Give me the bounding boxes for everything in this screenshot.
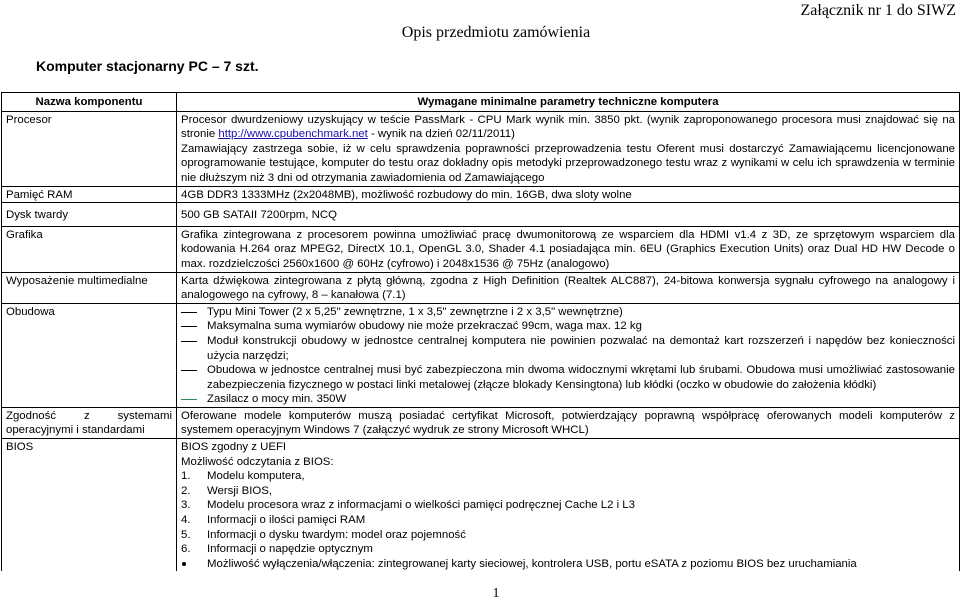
table-row-case: [2, 303, 960, 407]
table-row-multimedia: [2, 272, 960, 303]
spec-table: [1, 92, 960, 571]
list-number: 4.: [181, 514, 191, 527]
table-header-row: [2, 93, 960, 112]
list-item: [181, 542, 955, 557]
compat-label-line2: operacyjnymi i standardami: [6, 424, 145, 437]
bullet-icon: [182, 562, 186, 566]
column-header-parameters: Wymagane minimalne parametry techniczne komputera: [177, 93, 960, 112]
list-number: 5.: [181, 528, 191, 541]
list-item: [181, 528, 955, 543]
list-item-text: Możliwość wyłączenia/włączenia: zintegrowanej karty sieciowej, kontrolera USB, portu eSATA z poziomu BIOS bez uruchamiania: [207, 557, 857, 570]
bios-features-list: [181, 469, 955, 571]
row-label-bios: BIOS: [2, 439, 177, 572]
column-header-component: Nazwa komponentu: [2, 93, 177, 112]
list-item: [181, 469, 955, 484]
dash-icon: [181, 312, 197, 313]
document-subtitle: Komputer stacjonarny PC – 7 szt.: [36, 58, 259, 74]
row-label-disk: Dysk twardy: [2, 203, 177, 227]
row-label-graphics: Grafika: [2, 226, 177, 272]
list-item-text: Wersji BIOS,: [207, 484, 272, 497]
compat-label-line1: Zgodność z systemami: [6, 409, 172, 422]
list-item: [181, 392, 955, 407]
list-item-text: Informacji o napędzie optycznym: [207, 543, 373, 556]
table-row-graphics: [2, 226, 960, 272]
processor-requirement: [181, 113, 955, 142]
list-item-text: Modelu procesora wraz z informacjami o wielkości pamięci podręcznej Cache L2 i L3: [207, 499, 635, 512]
dash-icon: [181, 341, 197, 342]
row-value-bios: [177, 439, 960, 572]
list-item-text: Typu Mini Tower (2 x 5,25" zewnętrzne, 1 x 3,5" zewnętrzne i 2 x 3,5" wewnętrzne): [207, 305, 623, 318]
row-value-multimedia: Karta dźwiękowa zintegrowana z płytą główną, zgodna z High Definition (Realtek ALC887), 24-bitowa konwersja sygnału cyfrowego na analogowy i analogowego na cyfrowy, 8 – kanałowa (7.1): [177, 272, 960, 303]
row-value-disk: 500 GB SATAII 7200rpm, NCQ: [177, 203, 960, 227]
processor-test-note: Zamawiający zastrzega sobie, iż w celu sprawdzenia poprawności przeprowadzenia testu Oferent musi dostarczyć Zamawiającemu licencjonowane oprogramowanie testujące, komputer do testu oraz dokładny opis metodyki przeprowadzonego testu wraz z wynikami w celu ich sprawdzenia w terminie nie dłuższym niż 3 dni od otrzymania zawiadomienia od Zamawiającego: [181, 142, 955, 184]
row-value-case: [177, 303, 960, 407]
processor-text: Procesor dwurdzeniowy uzyskujący w teście PassMark - CPU Mark wynik min. 3850 pkt. (wynik zaproponowanego procesora musi znajdować się na stronie: [181, 113, 955, 141]
table-row-compatibility: [2, 407, 960, 438]
list-number: 1.: [181, 470, 191, 483]
list-item-text: Moduł konstrukcji obudowy w jednostce centralnej komputera nie powinien pozwalać na demontaż kart rozszerzeń i napędów bez konieczności użycia narzędzi;: [207, 334, 955, 362]
list-number: 2.: [181, 484, 191, 497]
row-value-graphics: Grafika zintegrowana z procesorem powinna umożliwiać pracę dwumonitorową ze wsparciem dla HDMI v1.4 z 3D, ze sprzętowym wsparciem dla kodowania H.264 oraz MPEG2, DirectX 10.1, OpenGL 3.0, Shader 4.1 posiadająca min. 6EU (Graphics Execution Units) oraz Dual HD HW Decode o max. rozdzielczości 2560x1600 @ 60Hz (cyfrowo) i 2048x1536 @ 75Hz (analogowo): [177, 226, 960, 272]
list-number: 6.: [181, 543, 191, 556]
row-label-multimedia: Wyposażenie multimedialne: [2, 272, 177, 303]
table-row-disk: [2, 203, 960, 227]
annex-label: Załącznik nr 1 do SIWZ: [800, 2, 956, 19]
row-value-processor: [177, 111, 960, 186]
page-title: Opis przedmiotu zamówienia: [401, 24, 591, 41]
case-requirements-list: [181, 305, 955, 407]
page-number: 1: [492, 586, 500, 601]
bios-uefi-line: BIOS zgodny z UEFI: [181, 441, 287, 454]
row-label-case: Obudowa: [2, 303, 177, 407]
bios-read-line: Możliwość odczytania z BIOS:: [181, 455, 334, 468]
list-item-text: Informacji o dysku twardym: model oraz pojemność: [207, 528, 466, 541]
list-number: 3.: [181, 499, 191, 512]
list-item: [181, 305, 955, 320]
list-item-text: Informacji o ilości pamięci RAM: [207, 514, 366, 527]
row-label-compatibility: [2, 407, 177, 438]
list-item: [181, 363, 955, 392]
list-item: [181, 334, 955, 363]
dash-icon: [181, 399, 197, 400]
list-item: [181, 319, 955, 334]
list-item: [181, 557, 955, 572]
dash-icon: [181, 370, 197, 371]
row-label-processor: Procesor: [2, 111, 177, 186]
table-row-bios: [2, 439, 960, 572]
list-item: [181, 484, 955, 499]
dash-icon: [181, 326, 197, 327]
list-item-text: Maksymalna suma wymiarów obudowy nie może przekraczać 99cm, waga max. 12 kg: [207, 320, 642, 333]
processor-date-text: - wynik na dzień 02/11/2011): [367, 128, 515, 141]
list-item: [181, 513, 955, 528]
row-value-compatibility: Oferowane modele komputerów muszą posiadać certyfikat Microsoft, potwierdzający poprawną współpracę oferowanych modeli komputerów z systemem operacyjnym Windows 7 (załączyć wydruk ze strony Microsoft WHCL): [177, 407, 960, 438]
list-item: [181, 498, 955, 513]
list-item-text: Modelu komputera,: [207, 470, 305, 483]
table-row-ram: [2, 186, 960, 203]
cpubenchmark-link[interactable]: http://www.cpubenchmark.net: [218, 128, 368, 141]
table-row-processor: [2, 111, 960, 186]
list-item-text: Zasilacz o mocy min. 350W: [207, 393, 347, 406]
row-value-ram: 4GB DDR3 1333MHz (2x2048MB), możliwość rozbudowy do min. 16GB, dwa sloty wolne: [177, 186, 960, 203]
row-label-ram: Pamięć RAM: [2, 186, 177, 203]
list-item-text: Obudowa w jednostce centralnej musi być zabezpieczona min dwoma widocznymi wkrętami lub śrubami. Obudowa musi umożliwiać zastosowanie zabezpieczenia fizycznego w postaci linki metalowej (złącze blokady Kensingtona) lub kłódki (oczko w obudowie do założenia kłódki): [207, 364, 955, 391]
